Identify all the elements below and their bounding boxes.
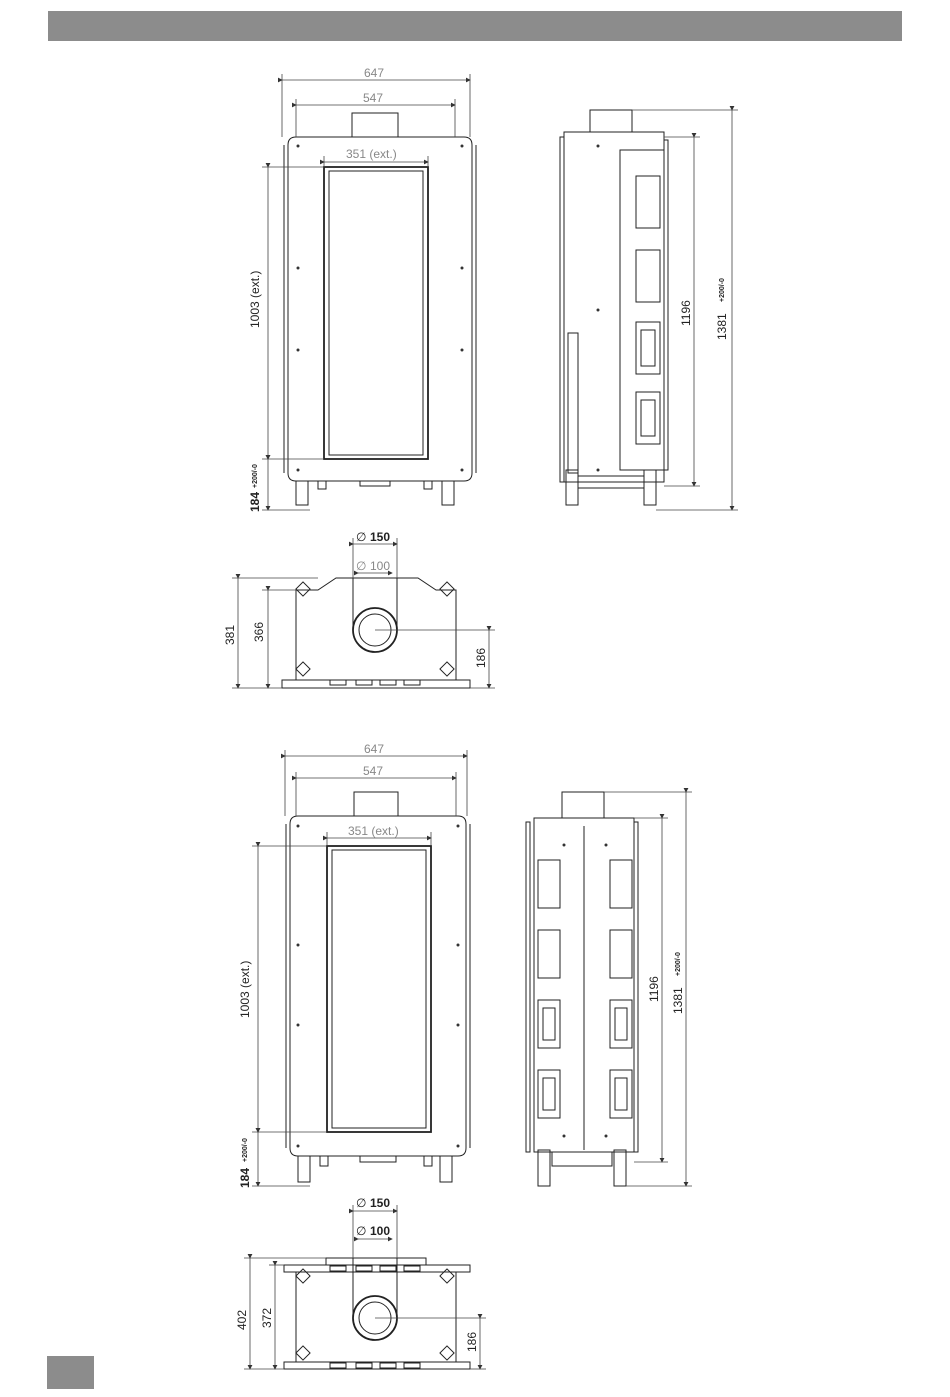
svg-text:∅: ∅ bbox=[356, 1196, 367, 1210]
svg-text:∅: ∅ bbox=[356, 559, 367, 573]
dim-base-tolerance-2: +200/-0 bbox=[242, 1138, 249, 1162]
dim-glass-height: 1003 (ext.) bbox=[248, 270, 262, 328]
front-view-2 bbox=[238, 742, 470, 1188]
dim-flue-offset-2: 186 bbox=[465, 1331, 479, 1352]
dim-height-b: 1381 bbox=[715, 313, 729, 340]
dim-flue-width-2: 547 bbox=[363, 764, 384, 778]
dim-height-b-tolerance-2: +200/-0 bbox=[675, 952, 682, 976]
dim-overall-width-2: 647 bbox=[364, 742, 385, 756]
dim-flue-outer-diameter: 150 bbox=[370, 530, 391, 544]
dim-height-b-2: 1381 bbox=[671, 987, 685, 1014]
dim-glass-width: 351 (ext.) bbox=[346, 147, 397, 161]
dim-flue-offset: 186 bbox=[474, 647, 488, 668]
top-view-1 bbox=[223, 530, 495, 688]
front-view-1 bbox=[248, 66, 476, 512]
dim-depth-outer-2: 402 bbox=[235, 1309, 249, 1330]
dim-flue-outer-diameter-2: 150 bbox=[370, 1196, 391, 1210]
dim-height-a-2: 1196 bbox=[647, 976, 661, 1002]
dim-flue-inner-diameter: 100 bbox=[370, 559, 391, 573]
dim-glass-height-2: 1003 (ext.) bbox=[238, 960, 252, 1018]
dim-overall-width: 647 bbox=[364, 66, 385, 80]
side-view-1 bbox=[560, 110, 738, 510]
footer-block bbox=[47, 1356, 94, 1389]
svg-text:∅: ∅ bbox=[356, 530, 367, 544]
dim-flue-inner-diameter-2: 100 bbox=[370, 1224, 391, 1238]
side-view-2 bbox=[526, 792, 692, 1186]
top-view-2 bbox=[235, 1196, 486, 1369]
dim-base-height: 184 bbox=[248, 491, 262, 512]
dim-height-b-tolerance: +200/-0 bbox=[719, 278, 726, 302]
dim-depth-outer: 381 bbox=[223, 624, 237, 645]
svg-text:∅: ∅ bbox=[356, 1224, 367, 1238]
dim-glass-width-2: 351 (ext.) bbox=[348, 824, 399, 838]
dim-base-tolerance: +200/-0 bbox=[252, 464, 259, 488]
dim-flue-width: 547 bbox=[363, 91, 384, 105]
dim-base-height-2: 184 bbox=[238, 1167, 252, 1188]
dim-height-a: 1196 bbox=[679, 300, 693, 326]
dim-depth-inner: 366 bbox=[252, 621, 266, 642]
dim-depth-inner-2: 372 bbox=[260, 1307, 274, 1328]
